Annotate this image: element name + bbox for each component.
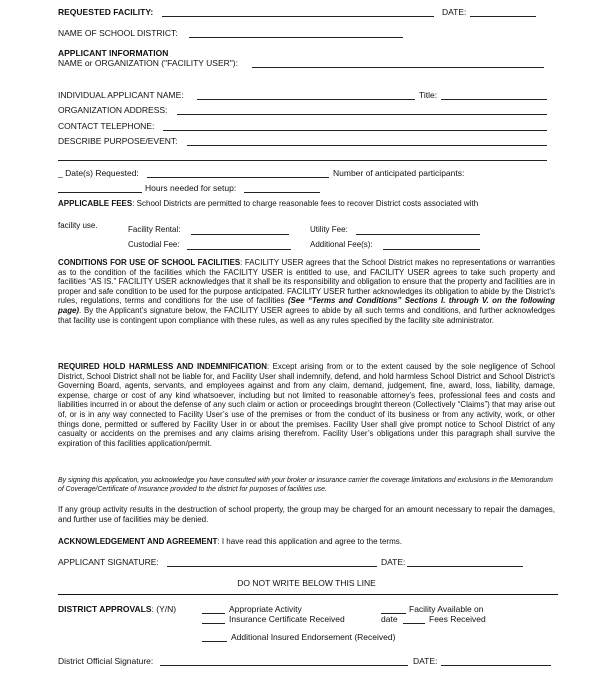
rental-label: Facility Rental: [128, 225, 181, 234]
purpose-label: DESCRIBE PURPOSE/EVENT: [58, 136, 178, 146]
insurance-label: Insurance Certificate Received [229, 614, 345, 624]
requested-facility-label: REQUESTED FACILITY [58, 7, 151, 17]
school-district-label: NAME OF SCHOOL DISTRICT: [58, 28, 178, 38]
conditions-paragraph [58, 258, 555, 325]
insurance-check[interactable] [202, 615, 225, 624]
endorsement-check[interactable] [202, 633, 227, 642]
official-date-label: DATE: [413, 656, 438, 666]
available-check[interactable] [381, 605, 406, 614]
damage-note: If any group activity results in the destruction of school property, the group may be charged for an amount necessary to repair the damages, and further use of facilities may be denied. [58, 505, 555, 524]
custodial-label: Custodial Fee: [128, 240, 180, 249]
address-field[interactable] [177, 106, 547, 115]
phone-label: CONTACT TELEPHONE: [58, 121, 155, 131]
conditions-heading: CONDITIONS FOR USE OF SCHOOL FACILITIES [58, 258, 241, 267]
fees-received-check[interactable] [403, 615, 425, 624]
requested-facility-row: REQUESTED FACILITY: [58, 7, 154, 17]
utility-field[interactable] [356, 226, 480, 235]
conditions-text-2: . By the Applicant’s signature below, the FACILITY USER agrees to abide by all such terms and conditions, and further acknowledges that facility use is contingent upon compliance with these rules, as well as any rules specified by the facility site administrator. [58, 305, 555, 325]
setup-hours-field[interactable] [58, 184, 142, 193]
insurance-note: By signing this application, you acknowledge you have consulted with your broker or insurance carrier the coverage limitations and exclusions in the Memorandum of Coverage/Certificate of Insurance provided to the district for purposes of facilities use. [58, 477, 553, 493]
org-label: NAME or ORGANIZATION ("FACILITY USER"): [58, 58, 238, 68]
ack-date-field[interactable] [407, 558, 523, 567]
dates-field[interactable] [147, 169, 329, 178]
requested-facility-field[interactable] [162, 8, 434, 17]
individual-field[interactable] [197, 91, 415, 100]
hold-harmless-heading: REQUIRED HOLD HARMLESS AND INDEMNIFICATION [58, 362, 267, 371]
individual-label: INDIVIDUAL APPLICANT NAME: [58, 90, 184, 100]
date-word-label: date [381, 614, 398, 624]
ack-heading: ACKNOWLEDGEMENT AND AGREEMENT [58, 537, 218, 546]
district-yn: : (Y/N) [151, 604, 177, 614]
purpose-field[interactable] [187, 137, 547, 146]
hold-harmless-text: : Except arising from or to the extent caused by the sole negligence of School District, School District shall not be liable for, and Facility User shall indemnify, defend, and hold harmless School District and School District’s Governing Board, agents, servants, and employees against and from any claim, demand, judgement, fine, award, loss, liability, damage, expense, charge or cost of any kind whatsoever, including but not limited to reasonable attorney’s fees, professional fees and costs and liabilities incurred in or about the defense of any such claim or action or proceedings brought thereon (Collectively “Claims”) that may arise out of, or is in any way connected to Facility User’s use of the premises or from the conduct of its business or from any activity, work, or other things done, permitted or suffered by Facility User in or about the premises. Facility User shall give prompt notice to School District of any casualty or accidents on the premises and any claims arising therefrom. Facility User’s obligations under this paragraph shall survive the expiration of this facilities application/permit. [58, 362, 555, 448]
ack-text: : I have read this application and agree to the terms. [217, 537, 402, 546]
setup-field[interactable] [244, 184, 320, 193]
fees-text: : School Districts are permitted to charge reasonable fees to recover District costs associated with [132, 199, 479, 208]
divider [58, 594, 558, 595]
official-signature-field[interactable] [160, 657, 408, 666]
dates-label: _ Date(s) Requested: [58, 168, 139, 178]
official-signature-label: District Official Signature: [58, 656, 154, 666]
do-not-write-label: DO NOT WRITE BELOW THIS LINE [237, 578, 376, 588]
title-field[interactable] [441, 91, 547, 100]
hold-harmless-paragraph [58, 362, 555, 448]
additional-label: Additional Fee(s): [310, 240, 373, 249]
org-field[interactable] [252, 59, 544, 68]
applicant-signature-field[interactable] [167, 558, 377, 567]
applicant-heading: APPLICANT INFORMATION [58, 48, 169, 58]
ack-date-label: DATE: [381, 557, 406, 567]
phone-field[interactable] [163, 122, 547, 131]
title-label: Title: [419, 90, 438, 100]
ack-row [58, 537, 402, 546]
date-label: DATE: [442, 7, 467, 17]
rental-field[interactable] [191, 226, 289, 235]
activity-check[interactable] [202, 605, 225, 614]
custodial-field[interactable] [187, 241, 291, 250]
address-label: ORGANIZATION ADDRESS: [58, 105, 168, 115]
additional-field[interactable] [383, 241, 480, 250]
fees-heading: APPLICABLE FEES [58, 199, 133, 208]
endorsement-label: Additional Insured Endorsement (Received) [231, 632, 396, 642]
district-heading-row [58, 604, 176, 614]
conditions-text-1: : FACILITY USER agrees that the School District makes no representations or warranties as to the condition of the facilities which the FACILITY USER is entitled to use, and FACILITY USER agrees to take such property and facilities “AS IS.” FACILITY USER acknowledges that it shall be its responsibility and obligation to ensure that the property and facilities are in proper and safe condition to be used for the purpose anticipated. FACILITY USER further acknowledges its obligation to abide by the District’s rules, regulations, terms and conditions for the use of facilities [58, 258, 555, 306]
participants-label: Number of anticipated participants: [333, 168, 465, 178]
activity-label: Appropriate Activity [229, 604, 302, 614]
conditions-bold-ref: (See “Terms and Conditions” Sections I. through V. on the following page) [58, 296, 556, 315]
official-date-field[interactable] [441, 657, 551, 666]
district-heading: DISTRICT APPROVALS [58, 604, 152, 614]
utility-label: Utility Fee: [310, 225, 348, 234]
available-label: Facility Available on [409, 604, 484, 614]
school-district-field[interactable] [189, 29, 403, 38]
applicant-signature-label: APPLICANT SIGNATURE: [58, 557, 159, 567]
fees-received-label: Fees Received [429, 614, 486, 624]
date-field[interactable] [470, 8, 536, 17]
purpose-field-2[interactable] [58, 152, 547, 161]
fees-row [58, 199, 478, 209]
setup-label: Hours needed for setup: [145, 183, 237, 193]
fees-text-2: facility use. [58, 221, 98, 230]
